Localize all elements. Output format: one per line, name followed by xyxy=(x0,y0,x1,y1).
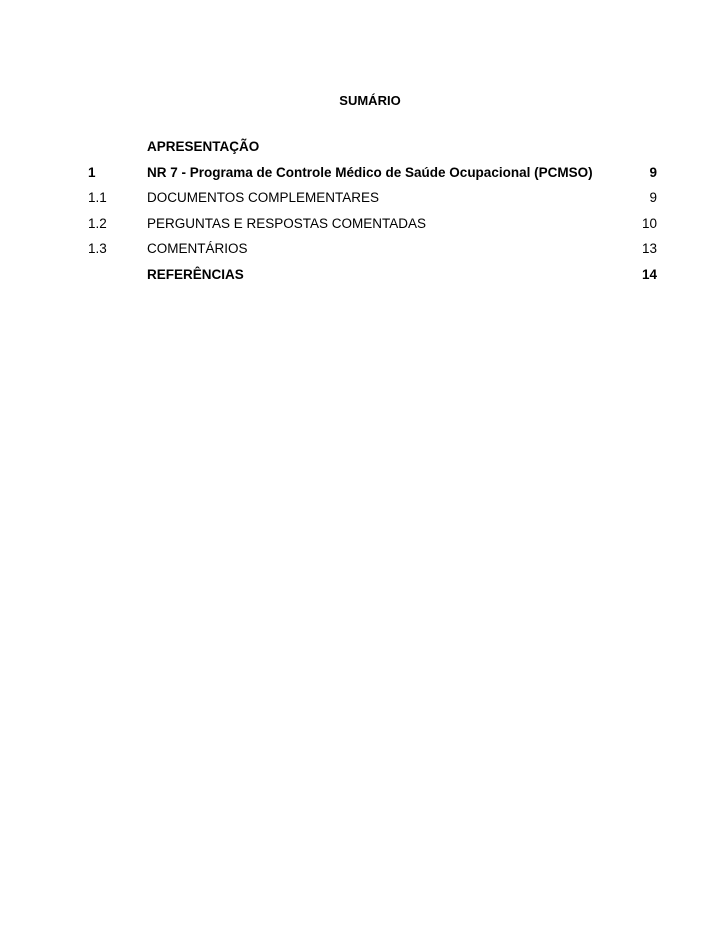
toc-entry-title: PERGUNTAS E RESPOSTAS COMENTADAS xyxy=(147,215,427,231)
page-title: SUMÁRIO xyxy=(339,93,401,108)
toc-entry-apresentacao[interactable] xyxy=(88,138,664,164)
toc-entry-nr7[interactable] xyxy=(88,164,664,190)
toc-entry-page: 10 xyxy=(641,215,657,231)
toc-entry-perguntas-respostas[interactable] xyxy=(88,215,664,241)
toc-entry-page: 14 xyxy=(641,266,657,282)
toc-entry-documentos-complementares[interactable] xyxy=(88,189,664,215)
toc-entry-number: 1.1 xyxy=(88,190,107,205)
toc-entry-title: COMENTÁRIOS xyxy=(147,241,248,256)
toc-entry-page: 9 xyxy=(649,190,657,205)
toc-entry-number: 1.3 xyxy=(88,241,107,256)
toc-entry-title: APRESENTAÇÃO xyxy=(147,139,260,154)
table-of-contents xyxy=(88,138,664,291)
toc-entry-number: 1 xyxy=(88,164,96,180)
toc-entry-referencias[interactable] xyxy=(88,266,664,292)
toc-entry-page: 9 xyxy=(649,164,657,180)
toc-entry-number: 1.2 xyxy=(88,215,107,231)
toc-entry-title: DOCUMENTOS COMPLEMENTARES xyxy=(147,190,380,205)
toc-entry-title: REFERÊNCIAS xyxy=(147,266,244,282)
toc-entry-page: 13 xyxy=(641,241,657,256)
toc-entry-comentarios[interactable] xyxy=(88,240,664,266)
toc-entry-title: NR 7 - Programa de Controle Médico de Saúde Ocupacional (PCMSO) xyxy=(147,164,593,180)
